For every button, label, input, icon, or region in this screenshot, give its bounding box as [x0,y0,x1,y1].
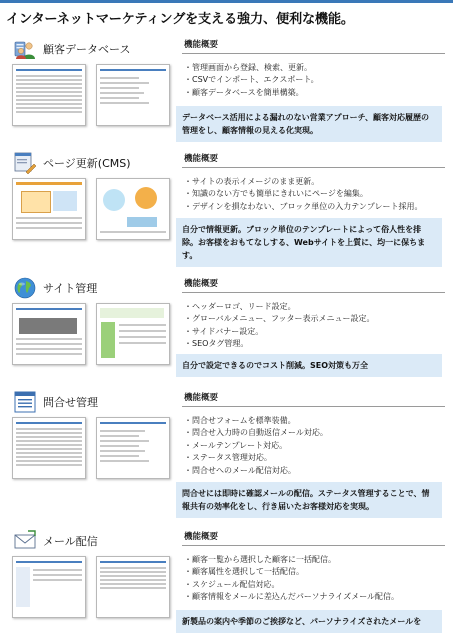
feature-bullet-list [184,554,399,604]
screenshot-thumbnail [96,303,170,365]
feature-summary: 自分で設定できるのでコスト削減。SEO対策も万全 [176,354,442,377]
overview-divider [182,167,445,168]
list-item: ・SEOタグ管理。 [184,339,249,349]
feature-title: 顧客データベース [43,43,131,56]
list-item: ・スケジュール配信対応。 [184,579,280,589]
overview-divider [182,406,445,407]
list-item: ・デザインを損なわない、ブロック単位の入力テンプレート採用。 [184,201,423,211]
feature-summary: 自分で情報更新。ブロック単位のテンプレートによって俗人性を排除。お客様をおもてなしする、Webサイトを上質に、均一に保ちます。 [176,218,442,267]
inquiry-list-icon [14,391,36,413]
feature-bullet-list [184,301,374,351]
feature-screenshots [12,64,166,126]
feature-bullet-list [184,415,328,477]
page-update-icon [14,152,36,174]
list-item: ・サイトの表示イメージのまま更新。 [184,177,320,186]
feature-summary: 問合せには即時に確認メールの配信。ステータス管理することで、情報共有の効率化をし、行き届いたお客様対応を実現。 [176,482,442,518]
screenshot-thumbnail [12,178,86,240]
top-accent-rule [0,0,453,3]
screenshot-thumbnail [12,417,86,479]
list-item: ・顧客データベースを簡単構築。 [184,87,304,97]
screenshot-thumbnail [12,64,86,126]
screenshot-thumbnail [96,417,170,479]
feature-summary: データベース活用による漏れのない営業アプローチ、顧客対応履歴の管理をし、顧客情報の見える化実現。 [176,106,442,142]
list-item: ・ヘッダーロゴ、リード設定。 [184,302,296,311]
screenshot-thumbnail [96,178,170,240]
list-item: ・問合せへのメール配信対応。 [184,465,296,475]
overview-label: 機能概要 [184,279,219,289]
list-item: ・顧客情報をメールに差込んだパーソナライズメール配信。 [184,592,400,602]
list-item: ・ステータス管理対応。 [184,453,272,463]
overview-label: 機能概要 [184,532,219,542]
mail-icon [14,530,36,552]
list-item: ・問合せ入力時の自動返信メール対応。 [184,428,328,438]
page-headline: インターネットマーケティングを支える強力、便利な機能。 [6,12,354,27]
overview-label: 機能概要 [184,154,219,164]
feature-title: メール配信 [43,535,98,548]
feature-screenshots [12,303,166,365]
screenshot-thumbnail [12,303,86,365]
list-item: ・知識のない方でも簡単にきれいにページを編集。 [184,189,368,199]
feature-bullet-list [184,176,423,213]
feature-title: 問合せ管理 [43,396,98,409]
overview-divider [182,292,445,293]
customer-database-icon [14,38,36,60]
feature-screenshots [12,178,166,240]
overview-divider [182,545,445,546]
list-item: ・サイドバナー設定。 [184,326,264,336]
feature-title: サイト管理 [43,282,98,295]
feature-bullet-list [184,62,319,99]
feature-summary: 新製品の案内や季節のご挨拶など、パーソナライズされたメールを [176,610,442,633]
overview-label: 機能概要 [184,393,219,403]
screenshot-thumbnail [96,556,170,618]
list-item: ・顧客一覧から選択した顧客に一括配信。 [184,555,336,564]
list-item: ・顧客属性を選択して一括配信。 [184,567,304,577]
overview-divider [182,53,445,54]
feature-title: ページ更新(CMS) [43,157,131,170]
screenshot-thumbnail [96,64,170,126]
list-item: ・グローバルメニュー、フッター表示メニュー設定。 [184,314,375,324]
feature-screenshots [12,556,166,618]
list-item: ・管理画面から登録、検索、更新。 [184,63,312,72]
overview-label: 機能概要 [184,40,219,50]
list-item: ・CSVでインポート、エクスポート。 [184,75,319,85]
feature-screenshots [12,417,166,479]
globe-icon [14,277,36,299]
list-item: ・問合せフォームを標準装備。 [184,416,296,425]
list-item: ・メールテンプレート対応。 [184,440,288,450]
screenshot-thumbnail [12,556,86,618]
